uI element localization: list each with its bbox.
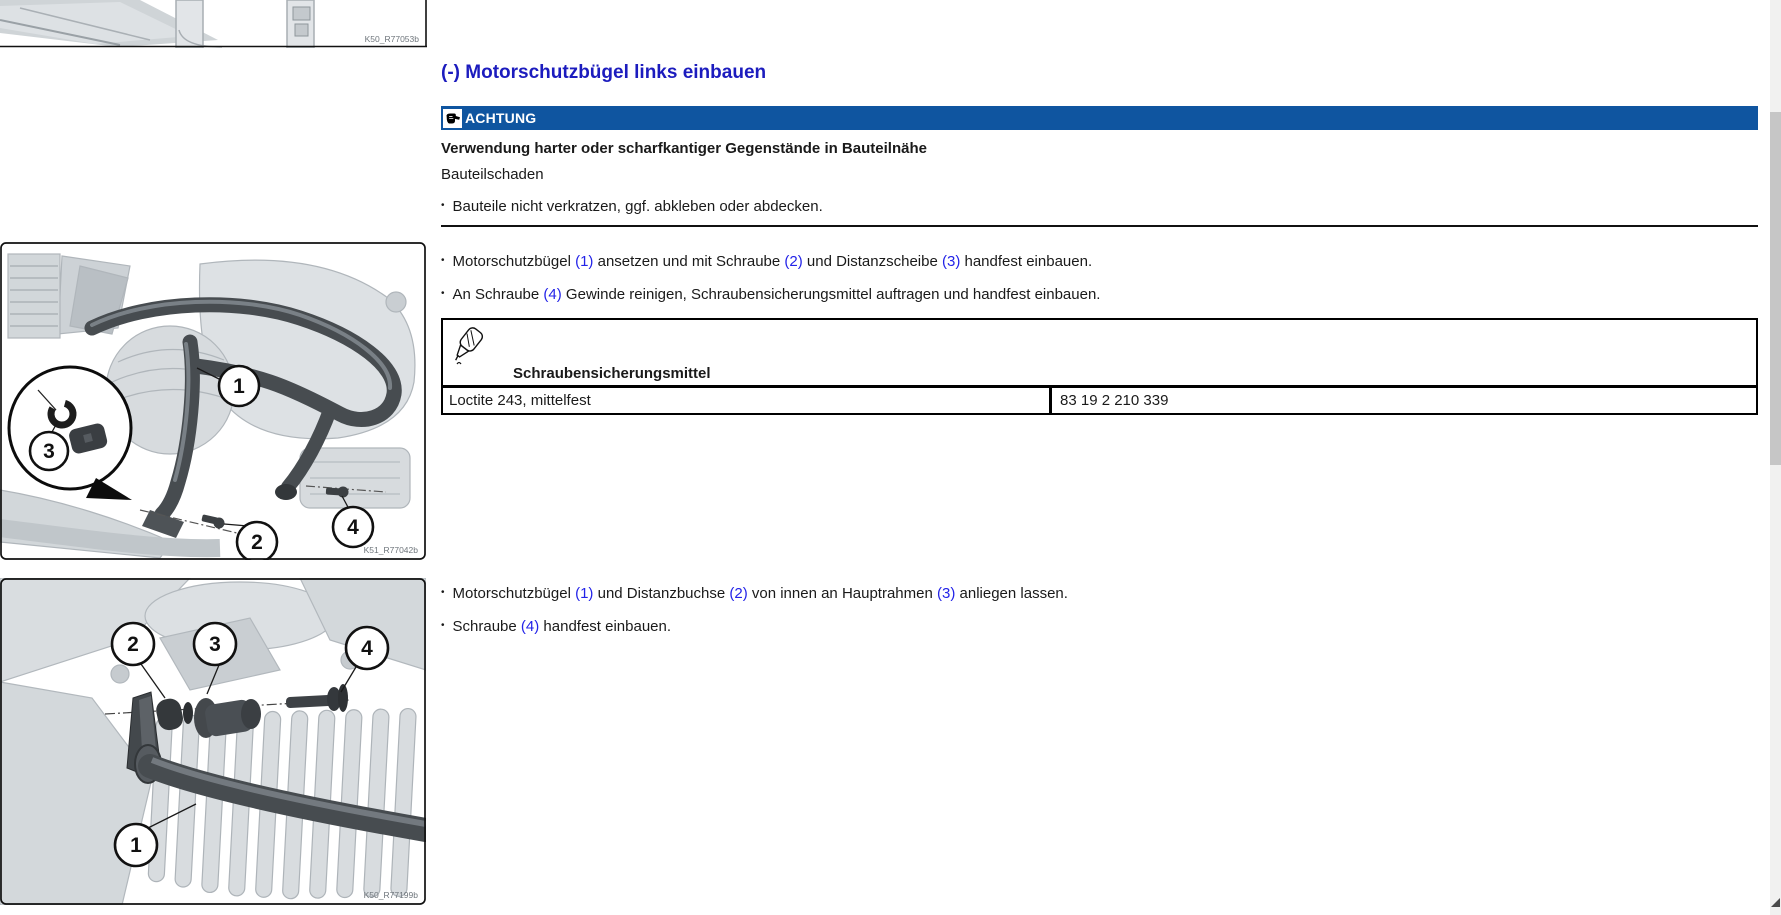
figure-frame-top [0,0,427,48]
attention-hand-icon [443,109,462,128]
warning-banner [441,106,1758,130]
warning-title: Verwendung harter oder scharfkantiger Gegenstände in Bauteilnähe [441,140,927,157]
callout-2: 2 [127,633,139,656]
warning-banner-label: ACHTUNG [465,110,537,126]
threadlocker-bottle-icon [450,324,488,373]
callout-3: 3 [209,633,221,656]
figure-caption: K50_R77199b [363,890,418,900]
callout-2: 2 [251,531,263,554]
warning-measure: • Bauteile nicht verkratzen, ggf. abkleben oder abdecken. [441,198,823,215]
crashbar-mounting-drawing [0,578,426,905]
material-name-cell: Loctite 243, mittelfest [443,388,1052,413]
scroll-corner-mark [1771,898,1780,907]
callout-1: 1 [233,375,245,398]
frame-drawing [0,0,427,48]
callout-3: 3 [43,440,55,463]
materials-table [441,318,1758,415]
callout-4: 4 [347,516,359,539]
callout-1: 1 [130,834,142,857]
figure-crashbar-engine [0,242,426,560]
crashbar-engine-drawing [0,242,426,560]
table-row [443,388,1756,413]
callout-4: 4 [361,637,373,660]
figure-caption: K51_R77042b [363,545,418,555]
materials-table-header [443,320,1756,388]
scrollbar-thumb[interactable] [1770,112,1781,465]
warning-consequence: Bauteilschaden [441,166,544,183]
step-item: • Motorschutzbügel (1) ansetzen und mit Schraube (2) und Distanzscheibe (3) handfest einbauen. [441,253,1092,270]
step-item: • Schraube (4) handfest einbauen. [441,618,671,635]
step-item: • Motorschutzbügel (1) und Distanzbuchse (2) von innen an Hauptrahmen (3) anliegen lassen. [441,585,1068,602]
vertical-scrollbar[interactable] [1770,0,1781,915]
section-heading: (-) Motorschutzbügel links einbauen [441,62,767,83]
materials-table-title: Schraubensicherungsmittel [513,365,711,382]
figure-caption: K50_R77053b [364,34,419,44]
section-divider [441,225,1758,227]
step-item: • An Schraube (4) Gewinde reinigen, Schraubensicherungsmittel auftragen und handfest einbauen. [441,286,1100,303]
figure-crashbar-mounting [0,578,426,905]
material-part-number-cell: 83 19 2 210 339 [1060,392,1169,409]
